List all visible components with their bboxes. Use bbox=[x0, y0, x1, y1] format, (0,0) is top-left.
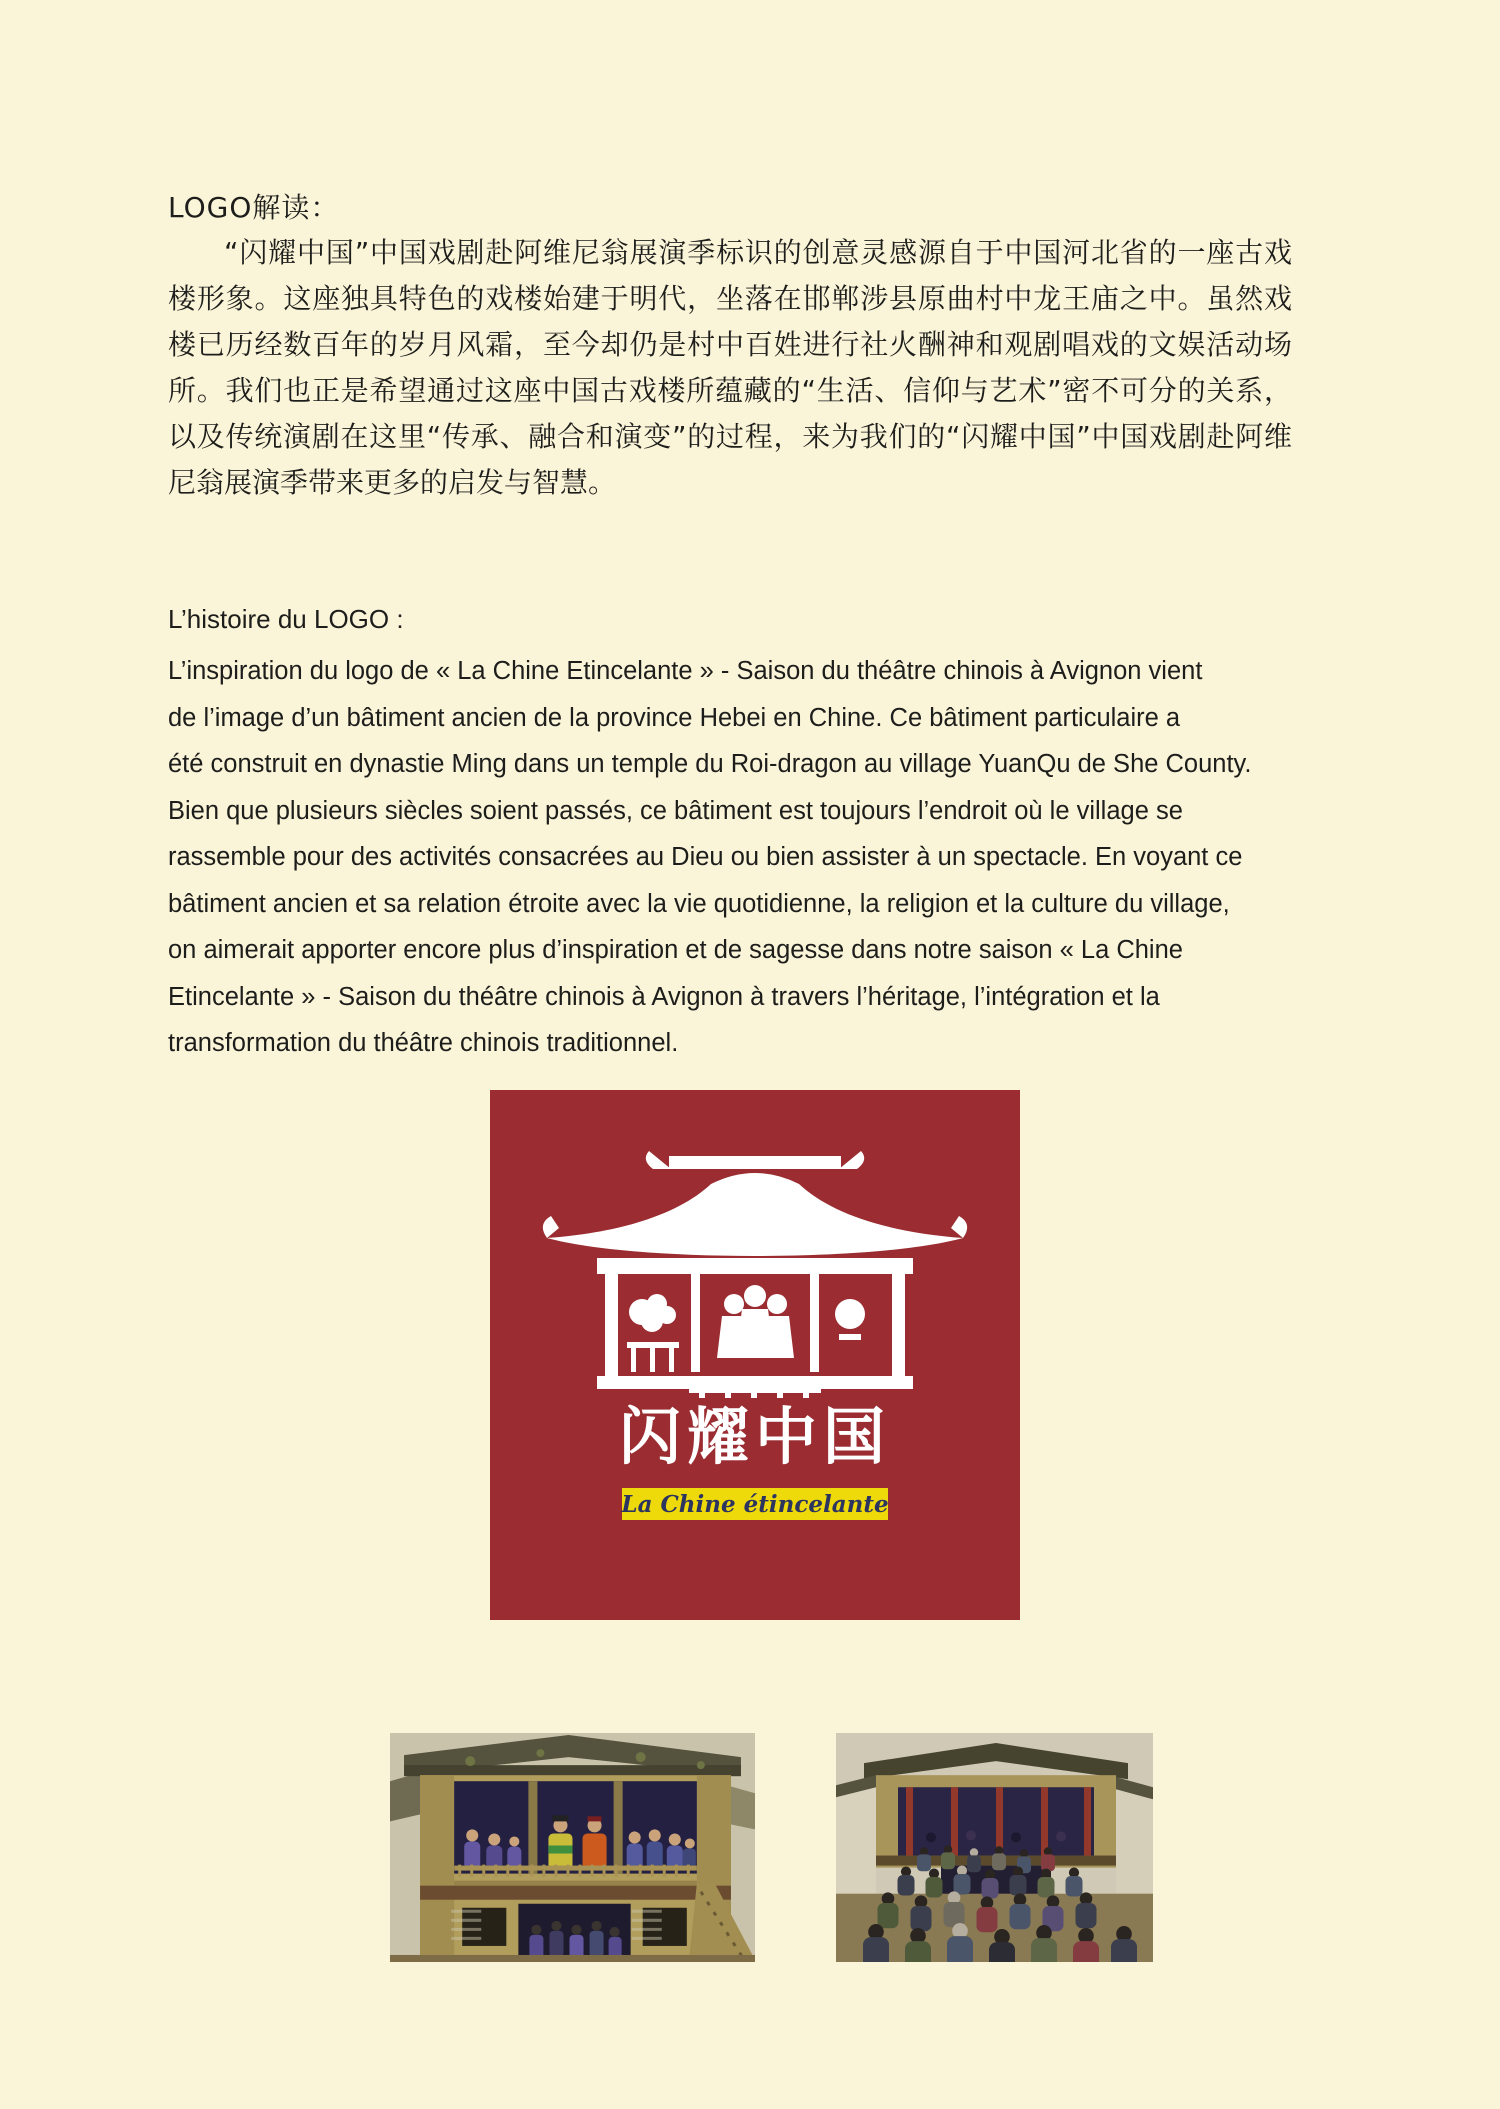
logo-badge bbox=[490, 1090, 1020, 1620]
text-line: “闪耀中国”中国戏剧赴阿维尼翁展演季标识的创意灵感源自于中国河北省的一座古戏 bbox=[224, 236, 1292, 269]
ancient-theater-pavilion-icon bbox=[539, 1146, 971, 1398]
logo-chinese-name: 闪耀中国 bbox=[618, 1400, 891, 1473]
village-audience-courtyard-photo bbox=[836, 1733, 1153, 1962]
ancient-stage-performance-photo bbox=[390, 1733, 755, 1962]
text-line: rassemble pour des activités consacrées au Dieu ou bien assister à un spectacle. En voyant ce bbox=[168, 843, 1243, 871]
logo-french-name: La Chine étincelante bbox=[621, 1490, 889, 1518]
french-paragraph bbox=[168, 648, 1388, 1067]
text-line: Etincelante » - Saison du théâtre chinois à Avignon à travers l’héritage, l’intégration et la bbox=[168, 982, 1160, 1011]
text-line: on aimerait apporter encore plus d’inspiration et de sagesse dans notre saison « La Chine bbox=[168, 936, 1183, 964]
chinese-heading: LOGO解读： bbox=[168, 191, 340, 224]
text-line: transformation du théâtre chinois traditionnel. bbox=[168, 1029, 679, 1057]
logo-banner bbox=[622, 1488, 888, 1520]
chinese-paragraph bbox=[168, 230, 1292, 506]
text-line: 以及传统演剧在这里“传承、融合和演变”的过程，来为我们的“闪耀中国”中国戏剧赴阿维 bbox=[168, 420, 1292, 453]
text-line: Bien que plusieurs siècles soient passés, ce bâtiment est toujours l’endroit où le village se bbox=[168, 796, 1183, 825]
text-line: été construit en dynastie Ming dans un temple du Roi-dragon au village YuanQu de She County. bbox=[168, 750, 1252, 778]
text-line: L’inspiration du logo de « La Chine Etincelante » - Saison du théâtre chinois à Avignon vient bbox=[168, 657, 1203, 685]
french-heading: L’histoire du LOGO : bbox=[168, 604, 404, 634]
text-line: bâtiment ancien et sa relation étroite avec la vie quotidienne, la religion et la culture du village, bbox=[168, 889, 1230, 918]
text-line: 所。我们也正是希望通过这座中国古戏楼所蕴藏的“生活、信仰与艺术”密不可分的关系， bbox=[168, 374, 1292, 407]
text-line: 楼形象。这座独具特色的戏楼始建于明代，坐落在邯郸涉县原曲村中龙王庙之中。虽然戏 bbox=[168, 282, 1292, 315]
text-line: 尼翁展演季带来更多的启发与智慧。 bbox=[168, 466, 617, 499]
text-line: 楼已历经数百年的岁月风霜，至今却仍是村中百姓进行社火酬神和观剧唱戏的文娱活动场 bbox=[168, 328, 1292, 361]
text-line: de l’image d’un bâtiment ancien de la province Hebei en Chine. Ce bâtiment particulaire a bbox=[168, 703, 1181, 732]
